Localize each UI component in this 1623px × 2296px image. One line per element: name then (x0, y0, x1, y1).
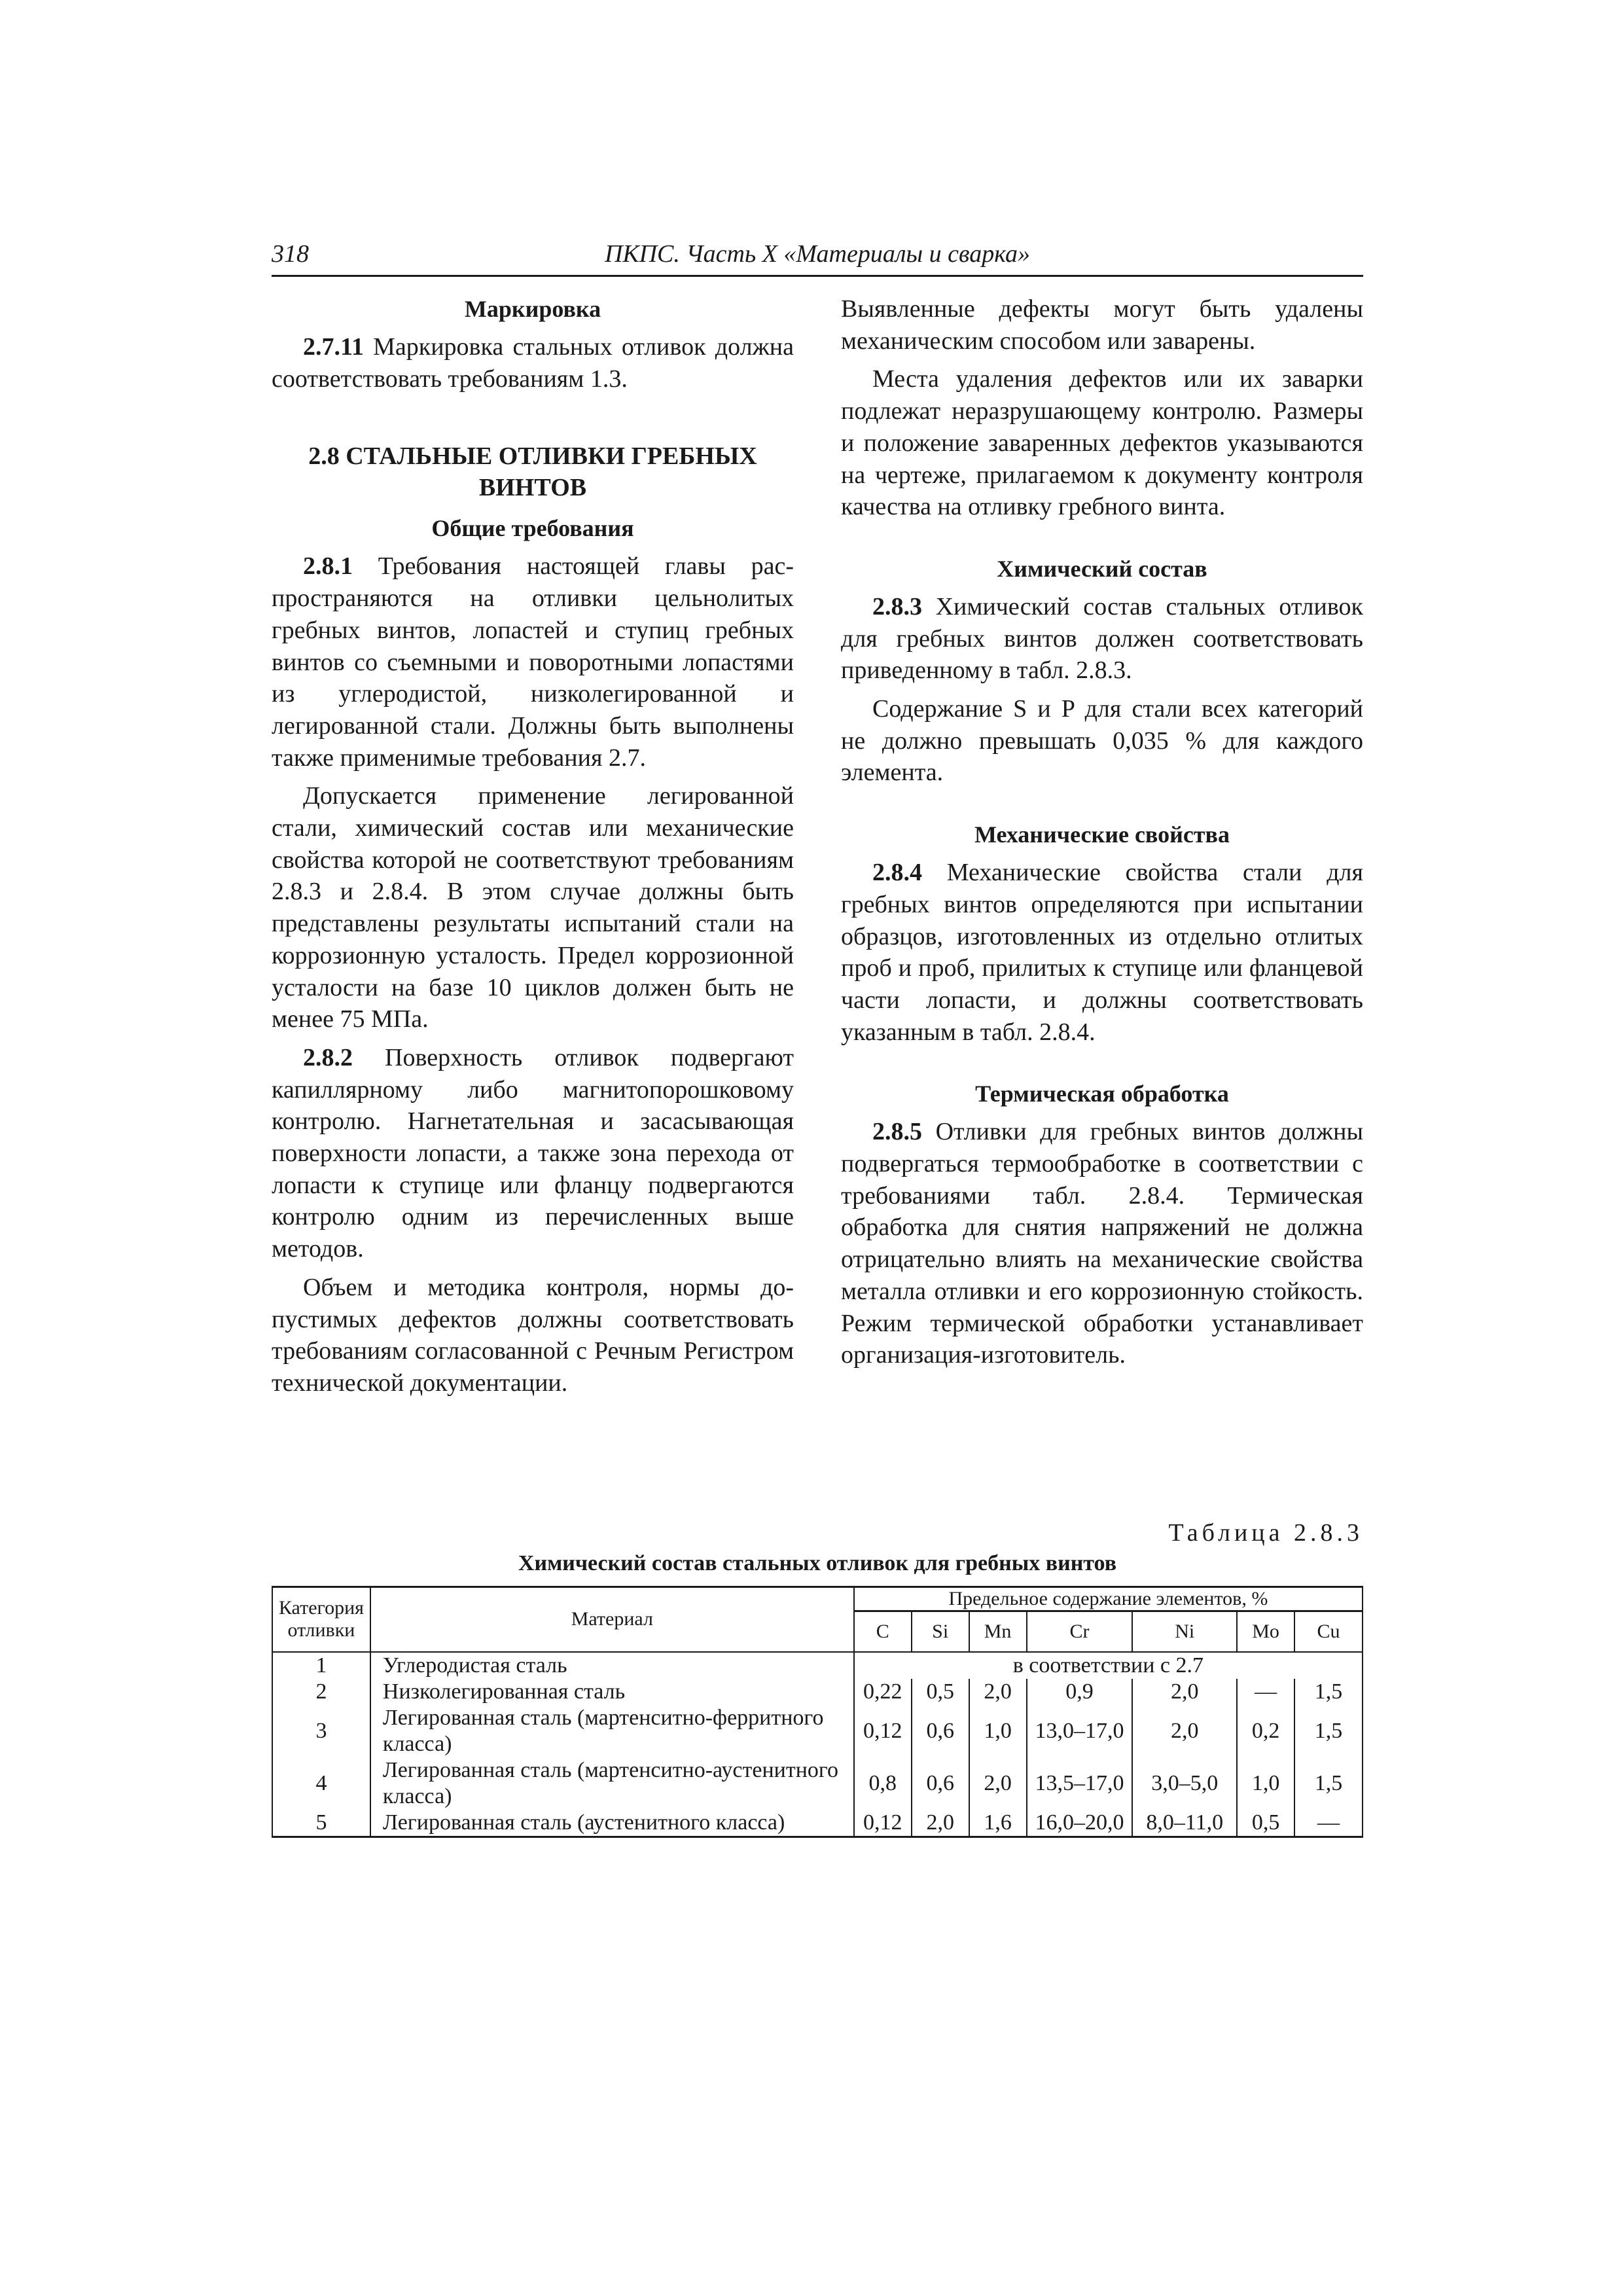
cell-si: 0,5 (912, 1679, 969, 1705)
page-number: 318 (272, 240, 309, 268)
cell-note: в соответствии с 2.7 (854, 1652, 1363, 1679)
cell-cr: 13,0–17,0 (1027, 1705, 1133, 1757)
cell-cr: 16,0–20,0 (1027, 1810, 1133, 1837)
cell-si: 0,6 (912, 1705, 969, 1757)
paragraph-2-7-11 (272, 331, 794, 395)
cell-cr: 0,9 (1027, 1679, 1133, 1705)
clause-text: Требования настоящей главы распространяются на отливки цельнолитых гребных винтов, лопастей и ступиц гребных винтов со съемными и поворотными лопастями из углеродистой, низколегированной и легированной стали. Должны быть выполнены также применимые требования 2.7. (272, 552, 794, 772)
heading-chemical-composition: Химический состав (997, 555, 1207, 582)
cell-ni: 2,0 (1132, 1705, 1237, 1757)
chemical-composition-table (272, 1586, 1363, 1838)
paragraph-inspection-volume: Объем и методика контроля, нормы допустимых дефектов должны соответствовать требованиям согласованной с Речным Регистром технической документации. (272, 1273, 794, 1397)
cell-mn: 1,6 (969, 1810, 1027, 1837)
paragraph-2-8-4 (841, 857, 1363, 1048)
cell-cr: 13,5–17,0 (1027, 1757, 1133, 1810)
table-caption: Таблица 2.8.3 (1168, 1519, 1363, 1547)
cell-mo: — (1237, 1679, 1294, 1705)
heading-general-requirements: Общие требования (431, 515, 634, 542)
cell-material: Легированная сталь (аустенитного класса) (370, 1810, 854, 1837)
running-title: ПКПС. Часть X «Материалы и сварка» (604, 240, 1031, 268)
table-header-row (272, 1587, 1363, 1611)
header-element-cr: Cr (1027, 1611, 1133, 1652)
paragraph-2-8-2 (272, 1042, 794, 1265)
clause-text: Отливки для гребных винтов должны подвергаться термообработке в соответствии с требованиями табл. 2.8.4. Термическая обработка для снятия напряжений не должна отрицательно влиять на механические свойства металла отливки и его коррозионную стойкость. Режим термической обработки устанавливает организация-изготовитель. (841, 1118, 1363, 1369)
clause-number: 2.8.2 (303, 1043, 353, 1071)
cell-cu: 1,5 (1294, 1757, 1363, 1810)
left-column (272, 293, 794, 1399)
cell-category: 5 (272, 1810, 370, 1837)
cell-material: Легированная сталь (мартенситно-ферритного класса) (370, 1705, 854, 1757)
cell-si: 0,6 (912, 1757, 969, 1810)
cell-c: 0,12 (854, 1705, 912, 1757)
paragraph-s-p-content: Содержание S и P для стали всех категорий не должно превышать 0,035 % для каждого элемента. (841, 695, 1363, 787)
cell-c: 0,22 (854, 1679, 912, 1705)
clause-number: 2.8.3 (872, 592, 922, 620)
right-column (841, 293, 1363, 1371)
clause-text: Поверхность отливок подвергают капиллярному либо магнитопорошковому контролю. Нагнетательная и засасывающая поверхности лопасти, а также зона перехода от лопасти к ступице или фланцу подвергаются контролю одним из перечисленных выше методов. (272, 1043, 794, 1263)
header-element-ni: Ni (1132, 1611, 1237, 1652)
clause-text: Механические свойства стали для гребных винтов определяются при испытании образцов, изготовленных из отдельно отлитых проб и проб, прилитых к ступице или фланцевой части лопасти, и должны соответствовать указанным в табл. 2.8.4. (841, 859, 1363, 1046)
section-title-line-1: 2.8 СТАЛЬНЫЕ ОТЛИВКИ ГРЕБНЫХ (308, 442, 757, 471)
cell-material: Низколегированная сталь (370, 1679, 854, 1705)
cell-category: 1 (272, 1652, 370, 1679)
clause-text: Химический состав стальных отливок для гребных винтов должен соответствовать приведенному в табл. 2.8.3. (841, 592, 1363, 685)
paragraph-2-8-3 (841, 591, 1363, 687)
table-row (272, 1757, 1363, 1810)
cell-cu: 1,5 (1294, 1705, 1363, 1757)
cell-mo: 1,0 (1237, 1757, 1294, 1810)
cell-c: 0,12 (854, 1810, 912, 1837)
cell-c: 0,8 (854, 1757, 912, 1810)
cell-mo: 0,2 (1237, 1705, 1294, 1757)
table-row (272, 1652, 1363, 1679)
heading-heat-treatment: Термическая обработка (975, 1081, 1229, 1107)
paragraph-alloy-steel: Допускается применение легированной стали, химический состав или механические свойства которой не соответствуют требованиям 2.8.3 и 2.8.4. В этом случае должны быть представлены результаты испытаний стали на коррозионную усталость. Предел коррозионной усталости на базе 10 циклов должен быть не менее 75 МПа. (272, 782, 794, 1033)
section-title-line-2: ВИНТОВ (478, 474, 587, 502)
paragraph-2-8-1 (272, 550, 794, 774)
cell-material: Легированная сталь (мартенситно-аустенитного класса) (370, 1757, 854, 1810)
paragraph-2-8-5 (841, 1116, 1363, 1371)
cell-mn: 1,0 (969, 1705, 1027, 1757)
page-header (272, 237, 1363, 277)
header-element-c: C (854, 1611, 912, 1652)
cell-category: 2 (272, 1679, 370, 1705)
header-limit-content: Предельное содержание элементов, % (854, 1587, 1363, 1611)
cell-cu: 1,5 (1294, 1679, 1363, 1705)
clause-number: 2.7.11 (303, 333, 364, 361)
cell-ni: 3,0–5,0 (1132, 1757, 1237, 1810)
heading-marking: Маркировка (464, 296, 601, 322)
table-title: Химический состав стальных отливок для гребных винтов (518, 1551, 1117, 1575)
cell-cu: — (1294, 1810, 1363, 1837)
clause-number: 2.8.1 (303, 552, 353, 581)
cell-mo: 0,5 (1237, 1810, 1294, 1837)
cell-material: Углеродистая сталь (370, 1652, 854, 1679)
heading-mechanical-properties: Механические свойства (974, 821, 1230, 848)
cell-ni: 8,0–11,0 (1132, 1810, 1237, 1837)
header-element-cu: Cu (1294, 1611, 1363, 1652)
paragraph-defect-places: Места удаления дефектов или их заварки подлежат неразрушающему контролю. Размеры и положение заваренных дефектов указываются на чертеже, прилагаемом к документу контроля качества на отливку гребного винта. (841, 365, 1363, 521)
header-element-mo: Mo (1237, 1611, 1294, 1652)
table-row (272, 1810, 1363, 1837)
header-category: Категория отливки (272, 1587, 370, 1652)
cell-category: 4 (272, 1757, 370, 1810)
section-title (272, 440, 794, 503)
cell-ni: 2,0 (1132, 1679, 1237, 1705)
cell-mn: 2,0 (969, 1757, 1027, 1810)
cell-si: 2,0 (912, 1810, 969, 1837)
clause-number: 2.8.4 (872, 859, 922, 887)
cell-category: 3 (272, 1705, 370, 1757)
cell-mn: 2,0 (969, 1679, 1027, 1705)
paragraph-defects-removal: Выявленные дефекты могут быть удалены механическим способом или заварены. (841, 295, 1363, 355)
table-row (272, 1679, 1363, 1705)
header-element-mn: Mn (969, 1611, 1027, 1652)
header-element-si: Si (912, 1611, 969, 1652)
clause-number: 2.8.5 (872, 1118, 922, 1146)
table-row (272, 1705, 1363, 1757)
clause-text: Маркировка стальных отливок должна соответствовать требованиям 1.3. (272, 333, 794, 393)
header-material: Материал (370, 1587, 854, 1652)
